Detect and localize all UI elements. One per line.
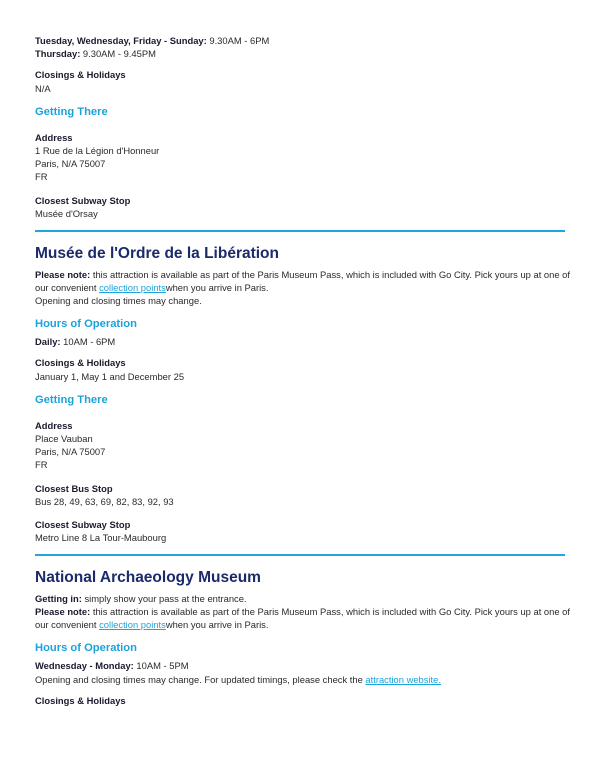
closings-label: Closings & Holidays bbox=[35, 694, 126, 706]
closings-value: N/A bbox=[35, 82, 51, 94]
collection-points-link[interactable]: collection points bbox=[99, 281, 166, 293]
address-line: Paris, N/A 75007 bbox=[35, 446, 106, 458]
note-label: Please note: bbox=[35, 268, 91, 280]
note-line-1 bbox=[35, 605, 570, 618]
note-line-1 bbox=[35, 268, 570, 281]
getting-in-text: simply show your pass at the entrance. bbox=[81, 592, 247, 604]
subway-value: Metro Line 8 La Tour-Maubourg bbox=[35, 532, 167, 544]
hours-value: 10AM - 5PM bbox=[133, 660, 189, 672]
subway-label: Closest Subway Stop bbox=[35, 194, 131, 206]
address-line: FR bbox=[35, 171, 48, 183]
note-text: our convenient bbox=[35, 281, 100, 293]
hours-heading: Hours of Operation bbox=[35, 642, 137, 655]
content bbox=[35, 34, 570, 707]
address-label: Address bbox=[35, 131, 73, 143]
address-line: Place Vauban bbox=[35, 432, 93, 444]
getting-there-heading: Getting There bbox=[35, 393, 108, 406]
getting-in-label: Getting in: bbox=[35, 592, 82, 604]
hours-label: Thursday: bbox=[35, 48, 81, 60]
note-label: Please note: bbox=[35, 606, 91, 618]
note-line-2 bbox=[35, 281, 565, 294]
hours-line bbox=[35, 335, 565, 348]
address-line: FR bbox=[35, 459, 48, 471]
note-text: when you arrive in Paris. bbox=[165, 619, 269, 631]
timing-text: Opening and closing times may change. For updated timings, please check the bbox=[35, 673, 366, 685]
getting-there-heading: Getting There bbox=[35, 105, 108, 118]
address-line: Paris, N/A 75007 bbox=[35, 158, 106, 170]
section-title: National Archaeology Museum bbox=[35, 568, 261, 586]
closings-value: January 1, May 1 and December 25 bbox=[35, 370, 185, 382]
subway-label: Closest Subway Stop bbox=[35, 518, 131, 530]
bus-label: Closest Bus Stop bbox=[35, 482, 113, 494]
attraction-website-link[interactable]: attraction website. bbox=[365, 673, 441, 685]
getting-in-line bbox=[35, 592, 565, 605]
collection-points-link[interactable]: collection points bbox=[99, 619, 166, 631]
hours-heading: Hours of Operation bbox=[35, 318, 137, 331]
hours-label: Tuesday, Wednesday, Friday - Sunday: bbox=[35, 35, 207, 46]
closings-label: Closings & Holidays bbox=[35, 69, 126, 81]
note-text: this attraction is available as part of the Paris Museum Pass, which is included with Go City. Pick yours up at one of bbox=[90, 268, 570, 280]
timing-line bbox=[35, 673, 565, 686]
hours-value: 9.30AM - 9.45PM bbox=[80, 48, 156, 60]
note-line-3: Opening and closing times may change. bbox=[35, 294, 202, 306]
address-line: 1 Rue de la Légion d'Honneur bbox=[35, 145, 160, 157]
hours-value: 9.30AM - 6PM bbox=[206, 35, 270, 46]
note-text: this attraction is available as part of the Paris Museum Pass, which is included with Go City. Pick yours up at one of bbox=[90, 606, 570, 618]
hours-line bbox=[35, 659, 565, 672]
hours-label: Wednesday - Monday: bbox=[35, 660, 134, 672]
address-label: Address bbox=[35, 419, 73, 431]
note-text: when you arrive in Paris. bbox=[165, 281, 269, 293]
closings-label: Closings & Holidays bbox=[35, 357, 126, 369]
note-line-2 bbox=[35, 618, 565, 631]
hours-line-1 bbox=[35, 34, 565, 47]
note-text: our convenient bbox=[35, 619, 100, 631]
bus-value: Bus 28, 49, 63, 69, 82, 83, 92, 93 bbox=[35, 495, 174, 507]
subway-value: Musée d'Orsay bbox=[35, 207, 98, 219]
hours-value: 10AM - 6PM bbox=[60, 336, 116, 348]
hours-line-2 bbox=[35, 47, 565, 60]
hours-label: Daily: bbox=[35, 336, 61, 348]
section-title: Musée de l'Ordre de la Libération bbox=[35, 244, 279, 262]
